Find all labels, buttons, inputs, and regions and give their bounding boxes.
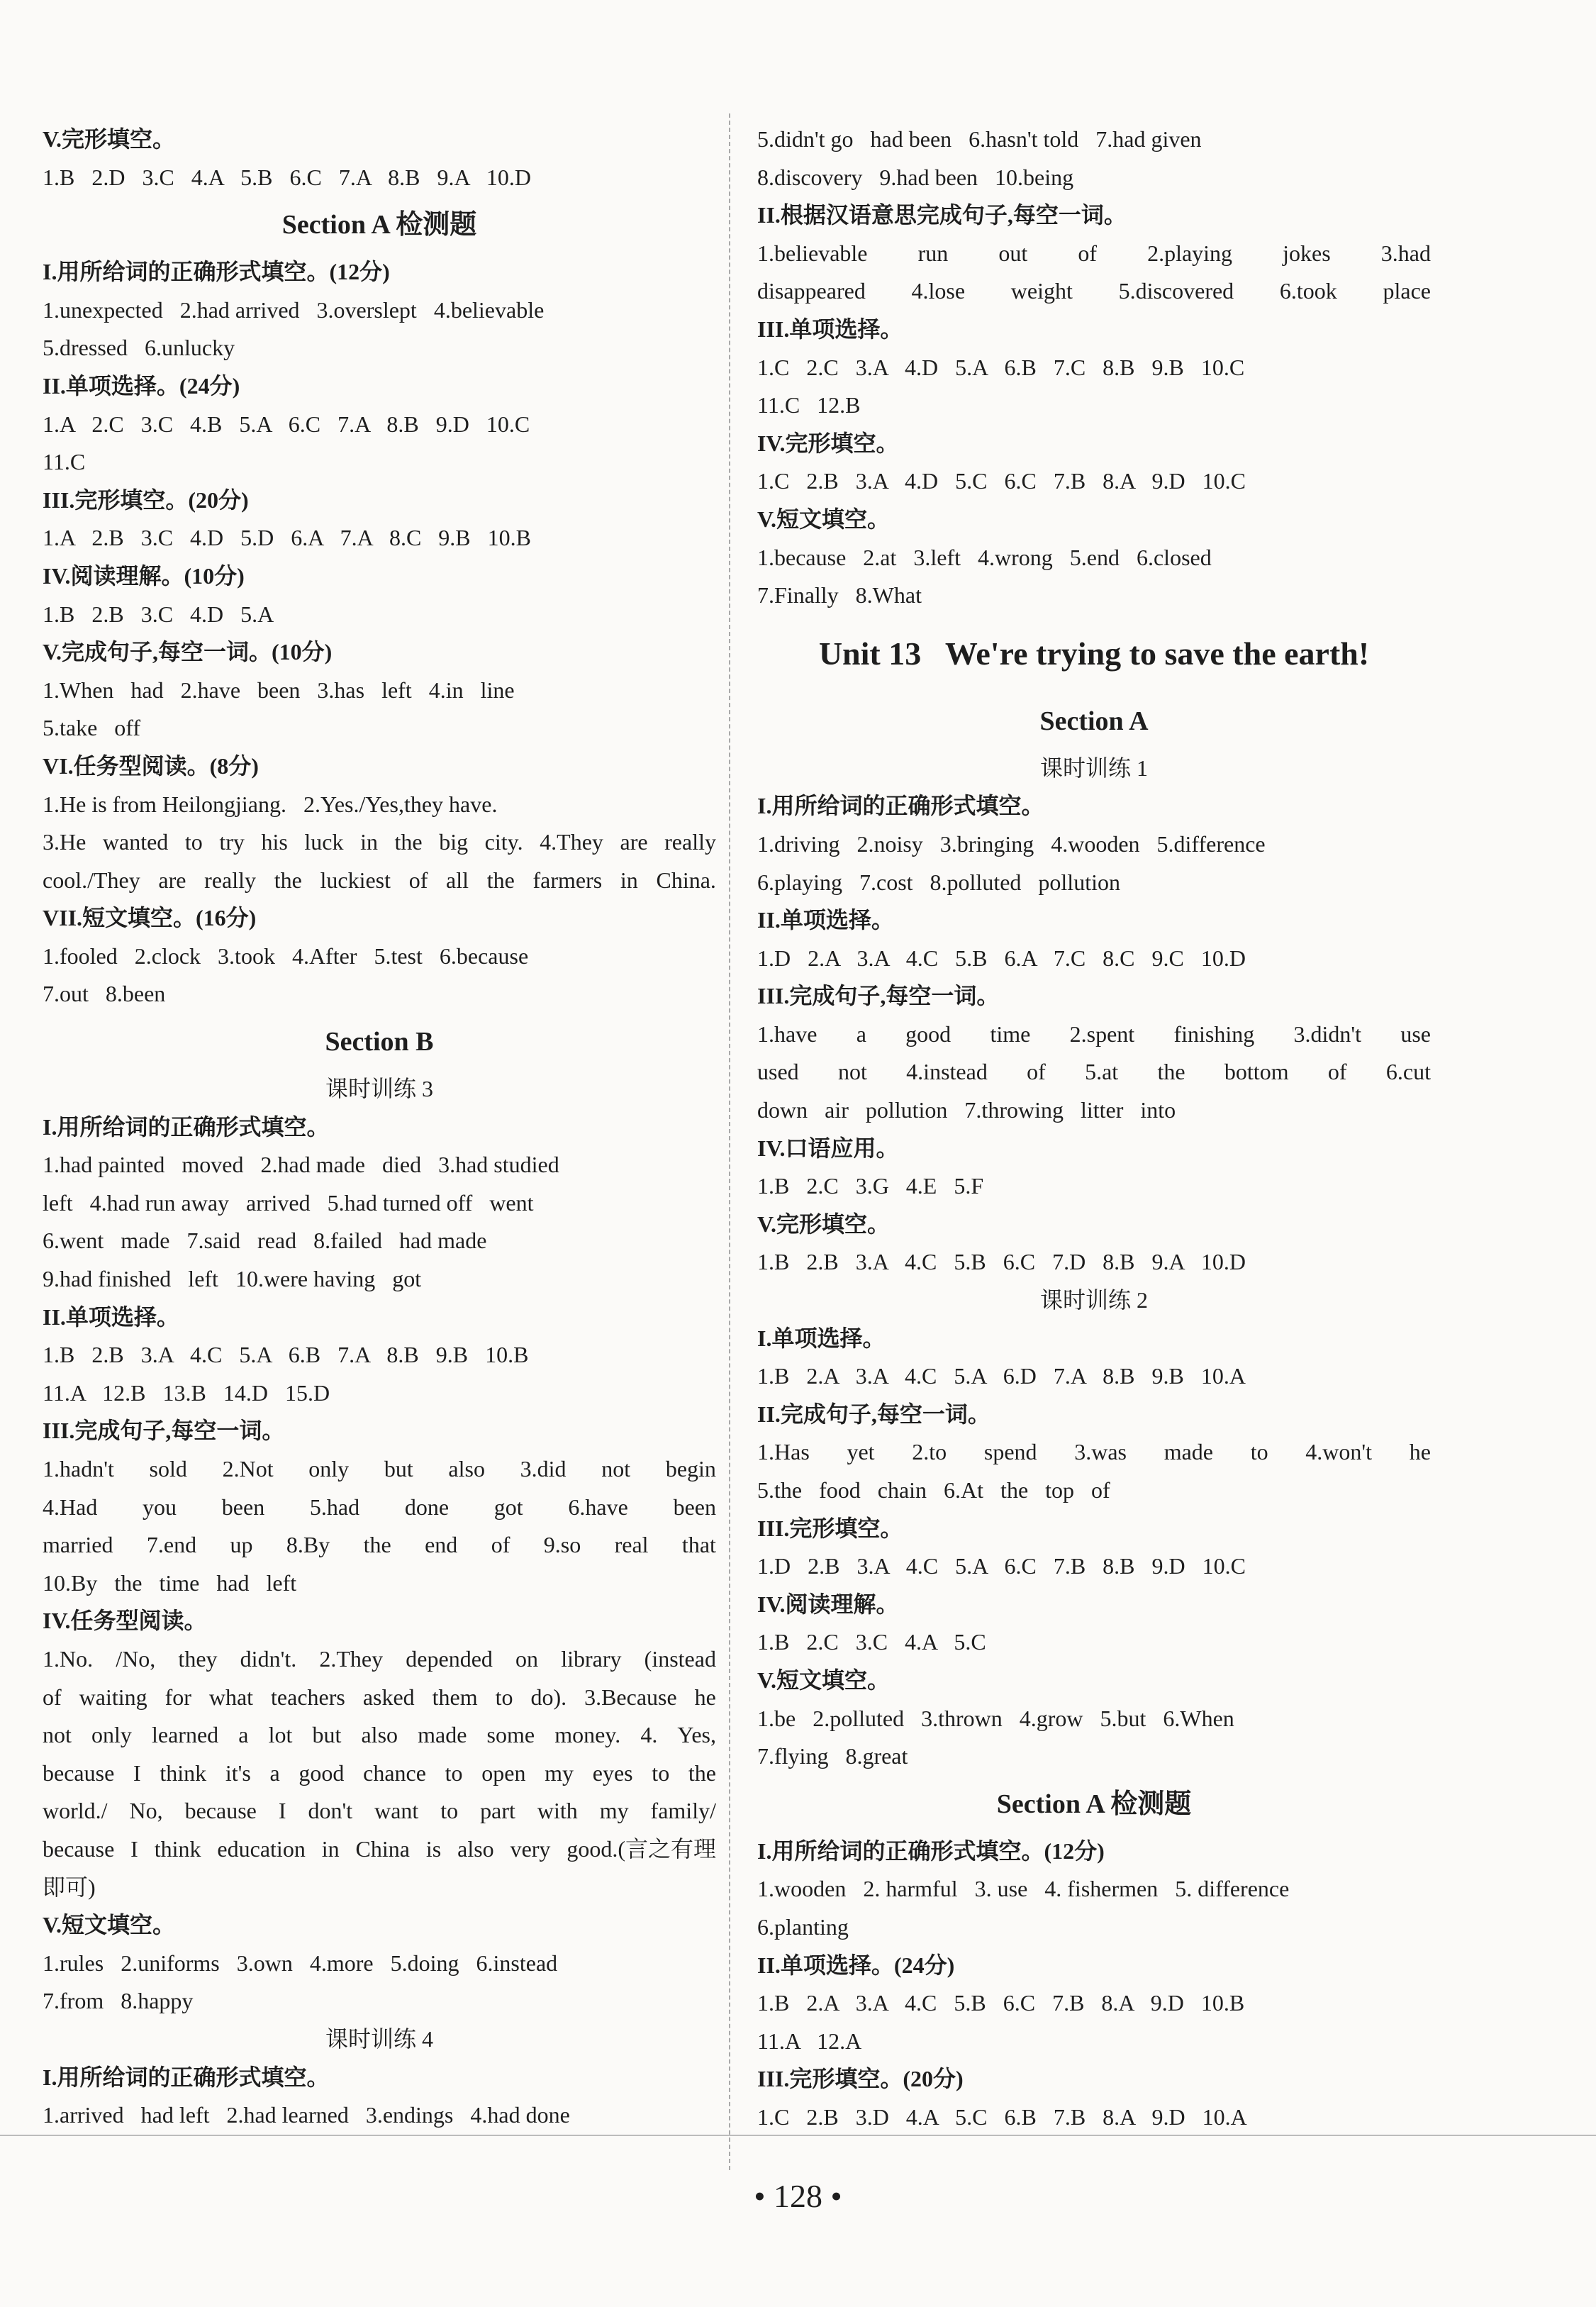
word: good.(言之有理 — [567, 1835, 716, 1862]
word: not — [837, 1059, 867, 1085]
left-column — [43, 121, 716, 2135]
right-text-line: 1.B 2.A 3.A 4.C 5.B 6.C 7.B 8.A 9.D 10.B — [757, 1990, 1245, 2016]
right-unit-line: Unit 13 We're trying to save the earth! — [818, 635, 1370, 672]
right-section-line: Section A — [1039, 706, 1149, 736]
word: 3.Because — [584, 1684, 677, 1710]
word: of — [43, 1684, 62, 1710]
left-heading-line: V.完形填空。 — [43, 126, 175, 152]
word: the — [394, 829, 423, 855]
word: 3.He — [43, 829, 87, 855]
left-heading-line: V.完成句子,每空一词。(10分) — [43, 639, 333, 665]
word: the — [274, 867, 302, 893]
word: also — [361, 1722, 398, 1748]
word: made — [418, 1722, 467, 1748]
right-text-line: 11.C 12.B — [757, 392, 861, 418]
word: do). — [530, 1684, 567, 1710]
left-heading-line: VI.任务型阅读。(8分) — [43, 752, 259, 779]
left-heading-line: V.短文填空。 — [43, 1912, 175, 1938]
right-justify-line — [757, 1053, 1431, 1091]
left-justify-line — [43, 1679, 716, 1717]
word: he — [694, 1684, 716, 1710]
right-heading-line: III.完形填空。 — [757, 1515, 903, 1541]
left-heading-line: I.用所给词的正确形式填空。 — [43, 1113, 330, 1140]
word: of — [1027, 1059, 1046, 1085]
right-text-line: 7.flying 8.great — [757, 1743, 908, 1769]
word: of — [491, 1532, 510, 1558]
word: end — [425, 1532, 458, 1558]
word: what — [208, 1684, 254, 1710]
left-text-line: 5.dressed 6.unlucky — [43, 335, 235, 361]
word: the — [486, 867, 515, 893]
word: 8.By — [286, 1532, 330, 1558]
right-justify-line — [757, 272, 1431, 311]
word: not — [601, 1456, 631, 1482]
word: them — [432, 1684, 478, 1710]
word: but — [384, 1456, 413, 1482]
word: Yes, — [677, 1722, 716, 1748]
word: he — [1409, 1439, 1431, 1465]
word: 7.end — [146, 1532, 197, 1558]
left-heading-line: III.完形填空。(20分) — [43, 487, 249, 513]
right-heading-line: V.短文填空。 — [757, 1667, 890, 1693]
right-heading-line: I.用所给词的正确形式填空。 — [757, 793, 1044, 819]
right-justify-line — [757, 1433, 1431, 1472]
word: use — [1400, 1021, 1431, 1047]
left-justify-line — [43, 1640, 716, 1679]
word: only — [308, 1456, 350, 1482]
word: I — [278, 1798, 286, 1824]
word: city. — [484, 829, 523, 855]
word: done — [404, 1494, 450, 1520]
left-text-line: 7.out 8.been — [43, 981, 166, 1007]
word: a — [238, 1722, 249, 1748]
word: made — [1163, 1439, 1213, 1465]
left-heading-line: I.用所给词的正确形式填空。(12分) — [43, 259, 390, 285]
word: 4.They — [540, 829, 603, 855]
word: library — [561, 1645, 622, 1672]
left-text-line: 1.When had 2.have been 3.has left 4.in line — [43, 677, 515, 703]
word: it's — [225, 1760, 251, 1786]
word: 1.believable — [757, 240, 868, 266]
right-heading-line: IV.完形填空。 — [757, 430, 899, 456]
word: 2.to — [912, 1439, 947, 1465]
word: also — [448, 1456, 485, 1482]
right-heading-line: II.单项选择。 — [757, 907, 894, 933]
word: out — [998, 240, 1028, 266]
left-section-line: Section A 检测题 — [281, 210, 477, 240]
word: 1.Has — [757, 1439, 810, 1465]
left-heading-line: III.完成句子,每空一词。 — [43, 1418, 285, 1444]
right-text-line: 7.Finally 8.What — [757, 582, 922, 608]
footer-rule — [0, 2135, 1596, 2136]
word: wanted — [102, 829, 169, 855]
word: bottom — [1224, 1059, 1289, 1085]
word: lot — [268, 1722, 293, 1748]
word: all — [446, 867, 469, 893]
left-text-line: 1.arrived had left 2.had learned 3.endings 4.had done — [43, 2102, 570, 2128]
word: chance — [363, 1760, 426, 1786]
word: learned — [152, 1722, 219, 1748]
word: of — [1078, 240, 1097, 266]
left-text-line: 1.B 2.D 3.C 4.A 5.B 6.C 7.A 8.B 9.A 10.D — [43, 164, 531, 190]
word: 6.cut — [1385, 1059, 1431, 1085]
word: cool./They — [43, 867, 140, 893]
word: 5.discovered — [1118, 278, 1234, 304]
word: place — [1383, 278, 1431, 304]
left-justify-line — [43, 1755, 716, 1793]
word: because — [43, 1760, 115, 1786]
left-text-line: 9.had finished left 10.were having got — [43, 1266, 422, 1292]
word: eyes — [592, 1760, 633, 1786]
right-sub-line: 课时训练 2 — [1039, 1287, 1148, 1313]
left-justify-line — [43, 1526, 716, 1564]
word: 9.so — [543, 1532, 581, 1558]
word: I — [133, 1760, 141, 1786]
right-heading-line: III.单项选择。 — [757, 316, 903, 342]
word: disappeared — [757, 278, 866, 304]
left-text-line: 1.unexpected 2.had arrived 3.overslept 4.believable — [43, 296, 545, 323]
word: his — [261, 829, 288, 855]
right-heading-line: IV.口语应用。 — [757, 1135, 899, 1161]
right-text-line: 1.B 2.C 3.G 4.E 5.F — [757, 1173, 984, 1199]
left-section-line: Section B — [325, 1027, 434, 1057]
right-text-line: 1.C 2.C 3.A 4.D 5.A 6.B 7.C 8.B 9.B 10.C — [757, 354, 1245, 380]
word: 5.at — [1085, 1059, 1119, 1085]
word: luck — [304, 829, 344, 855]
word: used — [757, 1059, 799, 1085]
word: for — [164, 1684, 191, 1710]
word: yet — [847, 1439, 875, 1465]
left-text-line: 5.take off — [43, 715, 141, 741]
right-heading-line: III.完成句子,每空一词。 — [757, 983, 1000, 1009]
word: begin — [665, 1456, 716, 1482]
right-text-line: 6.playing 7.cost 8.polluted pollution — [757, 869, 1120, 895]
left-justify-line — [43, 1830, 716, 1869]
word: teachers — [271, 1684, 345, 1710]
left-heading-line: IV.任务型阅读。 — [43, 1608, 207, 1634]
word: good — [905, 1021, 952, 1047]
word: with — [537, 1798, 578, 1824]
left-sub-line: 课时训练 3 — [325, 1076, 433, 1102]
word: No, — [129, 1798, 163, 1824]
word: don't — [308, 1798, 353, 1824]
left-text-line: left 4.had run away arrived 5.had turned off went — [43, 1189, 534, 1216]
word: open — [481, 1760, 526, 1786]
word: world./ — [43, 1798, 108, 1824]
word: 2.playing — [1147, 240, 1233, 266]
left-justify-line — [43, 862, 716, 900]
word: of — [1327, 1059, 1347, 1085]
left-text-line: 6.went made 7.said read 8.failed had made — [43, 1228, 487, 1254]
word: waiting — [79, 1684, 147, 1710]
right-text-line: 1.D 2.B 3.A 4.C 5.A 6.C 7.B 8.B 9.D 10.C — [757, 1553, 1246, 1579]
word: the — [1157, 1059, 1185, 1085]
left-heading-line: IV.阅读理解。(10分) — [43, 562, 245, 589]
word: not — [43, 1722, 72, 1748]
word: are — [158, 867, 186, 893]
right-heading-line: V.完形填空。 — [757, 1211, 890, 1237]
word: 2.spent — [1069, 1021, 1135, 1047]
word: really — [664, 829, 716, 855]
word: 4.Had — [43, 1494, 98, 1520]
left-text-line: 11.C — [43, 449, 86, 475]
word: luckiest — [320, 867, 391, 893]
word: been — [673, 1494, 716, 1520]
word: China — [355, 1835, 410, 1862]
word: on — [515, 1645, 539, 1672]
right-heading-line: II.根据汉语意思完成句子,每空一词。 — [757, 202, 1127, 228]
word: to — [445, 1760, 463, 1786]
word: 2.They — [319, 1645, 384, 1672]
word: of — [408, 867, 428, 893]
right-text-line: 1.B 2.A 3.A 4.C 5.A 6.D 7.A 8.B 9.B 10.A — [757, 1363, 1246, 1389]
word: only — [91, 1722, 132, 1748]
word: very — [510, 1835, 551, 1862]
right-text-line: 8.discovery 9.had been 10.being — [757, 164, 1074, 190]
left-text-line: 1.A 2.C 3.C 4.B 5.A 6.C 7.A 8.B 9.D 10.C — [43, 411, 530, 437]
word: China. — [656, 867, 716, 893]
word: in — [620, 867, 638, 893]
word: want — [374, 1798, 419, 1824]
word: jokes — [1283, 240, 1331, 266]
right-heading-line: III.完形填空。(20分) — [757, 2066, 964, 2092]
page-number: • 128 • — [754, 2178, 842, 2214]
word: my — [545, 1760, 574, 1786]
word: 5.had — [309, 1494, 360, 1520]
word: 3.did — [520, 1456, 567, 1482]
word: 3.was — [1074, 1439, 1127, 1465]
right-text-line: down air pollution 7.throwing litter into — [757, 1097, 1176, 1123]
right-text-line: 1.be 2.polluted 3.thrown 4.grow 5.but 6.When — [757, 1705, 1234, 1731]
right-heading-line: II.完成句子,每空一词。 — [757, 1401, 990, 1427]
word: 6.have — [568, 1494, 628, 1520]
left-text-line: 10.By the time had left — [43, 1569, 297, 1596]
word: been — [221, 1494, 265, 1520]
word: part — [480, 1798, 515, 1824]
right-section-line: Section A 检测题 — [996, 1789, 1192, 1819]
left-justify-line — [43, 1450, 716, 1489]
word: family/ — [650, 1798, 716, 1824]
word: think — [154, 1835, 201, 1862]
word: (instead — [644, 1645, 716, 1672]
word: weight — [1010, 278, 1073, 304]
word: are — [620, 829, 648, 855]
word: is — [425, 1835, 442, 1862]
right-text-line: 1.D 2.A 3.A 4.C 5.B 6.A 7.C 8.C 9.C 10.D — [757, 945, 1246, 971]
right-text-line: 6.planting — [757, 1913, 849, 1940]
word: also — [457, 1835, 494, 1862]
word: that — [681, 1532, 716, 1558]
word: 2.Not — [222, 1456, 274, 1482]
right-heading-line: I.单项选择。 — [757, 1325, 886, 1351]
left-sub-line: 课时训练 4 — [325, 2025, 433, 2052]
left-justify-line — [43, 823, 716, 862]
left-justify-line — [43, 1792, 716, 1830]
word: the — [688, 1760, 716, 1786]
word: 4.won't — [1305, 1439, 1373, 1465]
right-heading-line: V.短文填空。 — [757, 506, 890, 532]
left-heading-line: II.单项选择。(24分) — [43, 372, 240, 399]
right-text-line: 1.C 2.B 3.A 4.D 5.C 6.C 7.B 8.A 9.D 10.C — [757, 468, 1246, 494]
word: real — [614, 1532, 649, 1558]
word: 1.No. — [43, 1645, 94, 1672]
word: /No, — [116, 1645, 156, 1672]
word: try — [219, 829, 245, 855]
right-text-line: 1.because 2.at 3.left 4.wrong 5.end 6.closed — [757, 544, 1212, 570]
right-heading-line: IV.阅读理解。 — [757, 1591, 899, 1617]
word: the — [363, 1532, 391, 1558]
right-justify-line — [757, 1016, 1431, 1054]
word: 4.lose — [911, 278, 966, 304]
left-text-line: 1.B 2.B 3.C 4.D 5.A — [43, 601, 274, 627]
word: good — [298, 1760, 345, 1786]
left-heading-line: I.用所给词的正确形式填空。 — [43, 2064, 330, 2090]
word: they — [178, 1645, 218, 1672]
word: to — [184, 829, 203, 855]
right-text-line: 5.didn't go had been 6.hasn't told 7.had given — [757, 126, 1202, 152]
word: run — [917, 240, 949, 266]
word: sold — [149, 1456, 187, 1482]
right-heading-line: I.用所给词的正确形式填空。(12分) — [757, 1838, 1105, 1864]
right-text-line: 1.B 2.C 3.C 4.A 5.C — [757, 1629, 986, 1655]
word: 1.have — [757, 1021, 817, 1047]
right-text-line: 1.driving 2.noisy 3.bringing 4.wooden 5.difference — [757, 830, 1266, 857]
right-column — [757, 121, 1431, 2137]
word: money. — [554, 1722, 621, 1748]
word: big — [439, 829, 469, 855]
word: depended — [406, 1645, 493, 1672]
right-justify-line — [757, 235, 1431, 273]
word: 4. — [640, 1722, 658, 1748]
word: to — [440, 1798, 459, 1824]
word: because — [184, 1798, 257, 1824]
word: 1.hadn't — [43, 1456, 114, 1482]
right-text-line: 5.the food chain 6.At the top of — [757, 1477, 1110, 1503]
right-text-line: 1.C 2.B 3.D 4.A 5.C 6.B 7.B 8.A 9.D 10.A — [757, 2103, 1247, 2130]
word: but — [312, 1722, 342, 1748]
word: a — [856, 1021, 866, 1047]
word: because — [43, 1835, 115, 1862]
left-text-line: 1.had painted moved 2.had made died 3.had studied — [43, 1152, 559, 1178]
left-text-line: 1.B 2.B 3.A 4.C 5.A 6.B 7.A 8.B 9.B 10.B — [43, 1342, 529, 1368]
word: spend — [983, 1439, 1037, 1465]
word: think — [160, 1760, 207, 1786]
word: education — [217, 1835, 306, 1862]
word: got — [493, 1494, 523, 1520]
right-text-line: 1.B 2.B 3.A 4.C 5.B 6.C 7.D 8.B 9.A 10.D — [757, 1249, 1246, 1275]
word: I — [130, 1835, 138, 1862]
word: time — [990, 1021, 1031, 1047]
word: my — [599, 1798, 629, 1824]
word: to — [495, 1684, 513, 1710]
word: you — [143, 1494, 177, 1520]
word: finishing — [1173, 1021, 1255, 1047]
word: asked — [362, 1684, 415, 1710]
word: 4.instead — [906, 1059, 988, 1085]
word: 3.didn't — [1293, 1021, 1362, 1047]
right-text-line: 1.wooden 2. harmful 3. use 4. fishermen 5. difference — [757, 1876, 1290, 1902]
left-text-line: 11.A 12.B 13.B 14.D 15.D — [43, 1379, 330, 1406]
word: some — [486, 1722, 535, 1748]
word: married — [43, 1532, 113, 1558]
word: up — [230, 1532, 253, 1558]
left-heading-line: II.单项选择。 — [43, 1303, 179, 1330]
left-text-line: 即可) — [43, 1874, 96, 1900]
left-justify-line — [43, 1716, 716, 1755]
left-heading-line: VII.短文填空。(16分) — [43, 905, 257, 931]
right-text-line: 11.A 12.A — [757, 2028, 862, 2054]
word: a — [269, 1760, 280, 1786]
word: farmers — [532, 867, 603, 893]
word: 6.took — [1279, 278, 1337, 304]
word: really — [204, 867, 257, 893]
word: to — [652, 1760, 670, 1786]
right-heading-line: II.单项选择。(24分) — [757, 1952, 955, 1978]
left-text-line: 1.fooled 2.clock 3.took 4.After 5.test 6.because — [43, 943, 529, 969]
word: in — [360, 829, 378, 855]
left-text-line: 7.from 8.happy — [43, 1988, 194, 2014]
right-sub-line: 课时训练 1 — [1039, 755, 1148, 781]
word: 3.had — [1380, 240, 1431, 266]
word: in — [321, 1835, 340, 1862]
left-text-line: 1.A 2.B 3.C 4.D 5.D 6.A 7.A 8.C 9.B 10.B — [43, 525, 531, 551]
word: to — [1250, 1439, 1268, 1465]
left-text-line: 1.He is from Heilongjiang. 2.Yes./Yes,they have. — [43, 791, 498, 817]
column-divider — [729, 113, 730, 2170]
left-justify-line — [43, 1489, 716, 1527]
word: didn't. — [240, 1645, 297, 1672]
left-text-line: 1.rules 2.uniforms 3.own 4.more 5.doing 6.instead — [43, 1950, 558, 1976]
